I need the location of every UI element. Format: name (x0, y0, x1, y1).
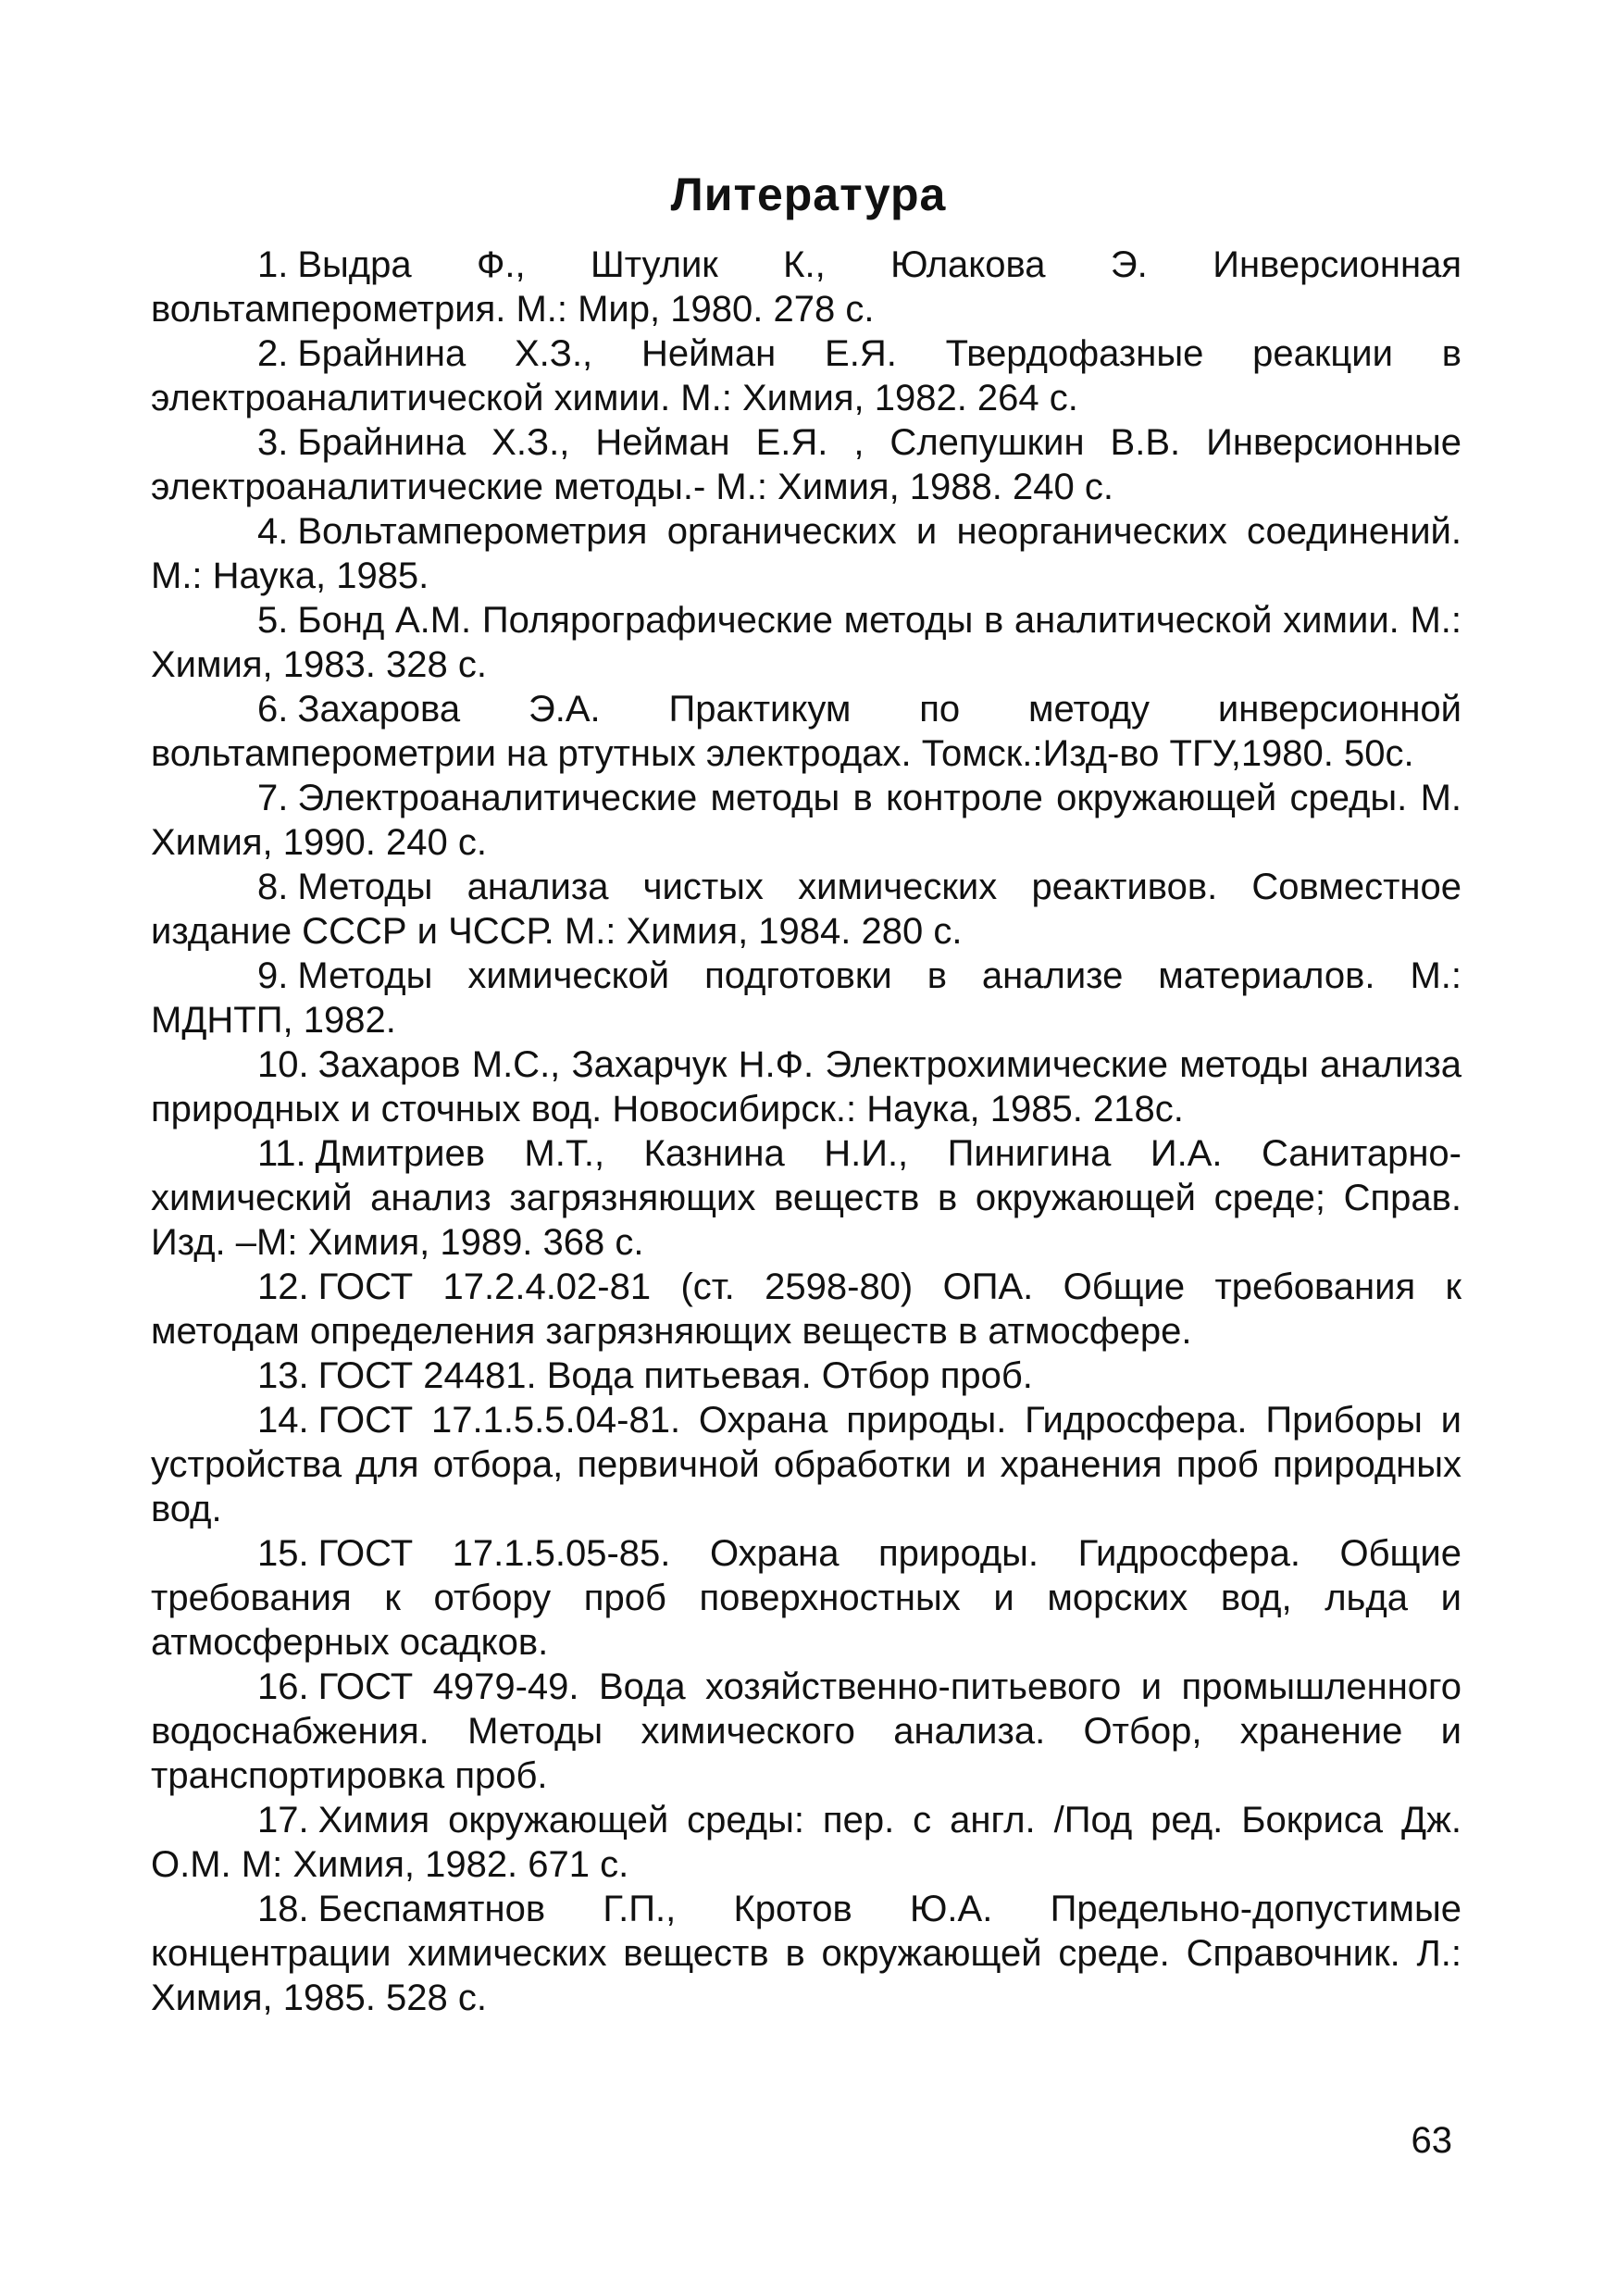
reference-text: ГОСТ 17.1.5.5.04-81. Охрана природы. Гидросфера. Приборы и устройства для отбора, первичной обработки и хранения проб природных вод. (151, 1400, 1462, 1529)
list-item (151, 1798, 1462, 1887)
reference-number: 17. (257, 1800, 309, 1841)
list-item (151, 420, 1462, 509)
list-item (151, 1354, 1462, 1398)
reference-text: Химия окружающей среды: пер. с англ. /Под ред. Бокриса Дж. О.М. М: Химия, 1982. 671 с. (151, 1800, 1462, 1885)
list-item (151, 598, 1462, 687)
reference-text: ГОСТ 4979-49. Вода хозяйственно-питьевого и промышленного водоснабжения. Методы химического анализа. Отбор, хранение и транспортировка проб. (151, 1666, 1462, 1796)
reference-text: Дмитриев М.Т., Казнина Н.И., Пинигина И.А. Санитарно-химический анализ загрязняющих веществ в окружающей среде; Справ. Изд. –М: Химия, 1989. 368 с. (151, 1133, 1462, 1263)
reference-text: Методы химической подготовки в анализе материалов. М.: МДНТП, 1982. (151, 955, 1462, 1041)
list-item (151, 954, 1462, 1042)
list-item (151, 1398, 1462, 1531)
reference-text: ГОСТ 17.1.5.05-85. Охрана природы. Гидросфера. Общие требования к отбору проб поверхностных и морских вод, льда и атмосферных осадков. (151, 1533, 1462, 1663)
list-item (151, 1265, 1462, 1354)
reference-number: 3. (257, 422, 289, 463)
reference-number: 12. (257, 1267, 309, 1307)
reference-text: Вольтамперометрия органических и неорганических соединений. М.: Наука, 1985. (151, 511, 1462, 596)
reference-text: Брайнина Х.З., Нейман Е.Я. Твердофазные реакции в электроаналитической химии. М.: Химия, 1982. 264 с. (151, 333, 1462, 418)
page-title: Литература (670, 168, 947, 220)
reference-number: 9. (257, 955, 289, 996)
reference-text: Методы анализа чистых химических реактивов. Совместное издание СССР и ЧССР. М.: Химия, 1984. 280 с. (151, 867, 1462, 952)
reference-list (151, 243, 1462, 2020)
list-item (151, 865, 1462, 954)
reference-number: 15. (257, 1533, 309, 1574)
list-item (151, 1131, 1462, 1265)
reference-text: ГОСТ 24481. Вода питьевая. Отбор проб. (317, 1355, 1033, 1396)
reference-text: Захарова Э.А. Практикум по методу инверсионной вольтамперометрии на ртутных электродах. Томск.:Изд-во ТГУ,1980. 50с. (151, 689, 1462, 774)
list-item (151, 1531, 1462, 1665)
list-item (151, 776, 1462, 865)
reference-number: 6. (257, 689, 289, 730)
reference-number: 1. (257, 244, 289, 285)
reference-text: Выдра Ф., Штулик К., Юлакова Э. Инверсионная вольтамперометрия. М.: Мир, 1980. 278 с. (151, 244, 1462, 330)
list-item (151, 687, 1462, 776)
reference-text: Электроаналитические методы в контроле окружающей среды. М. Химия, 1990. 240 с. (151, 778, 1462, 863)
reference-number: 7. (257, 778, 289, 818)
reference-text: Беспамятнов Г.П., Кротов Ю.А. Предельно-допустимые концентрации химических веществ в окружающей среде. Справочник. Л.: Химия, 1985. 528 с. (151, 1889, 1462, 2018)
reference-number: 16. (257, 1666, 309, 1707)
list-item (151, 1887, 1462, 2020)
reference-number: 10. (257, 1044, 309, 1085)
page-number: 63 (1411, 2120, 1452, 2161)
reference-number: 14. (257, 1400, 309, 1441)
reference-number: 18. (257, 1889, 309, 1929)
reference-number: 4. (257, 511, 289, 552)
reference-number: 5. (257, 600, 289, 641)
reference-text: ГОСТ 17.2.4.02-81 (ст. 2598-80) ОПА. Общие требования к методам определения загрязняющих веществ в атмосфере. (151, 1267, 1462, 1352)
list-item (151, 509, 1462, 598)
reference-text: Брайнина Х.З., Нейман Е.Я. , Слепушкин В.В. Инверсионные электроаналитические методы.- М.: Химия, 1988. 240 с. (151, 422, 1462, 507)
list-item (151, 1042, 1462, 1131)
reference-text: Захаров М.С., Захарчук Н.Ф. Электрохимические методы анализа природных и сточных вод. Новосибирск.: Наука, 1985. 218с. (151, 1044, 1462, 1129)
reference-number: 8. (257, 867, 289, 907)
reference-number: 11. (257, 1133, 306, 1174)
list-item (151, 243, 1462, 331)
reference-number: 2. (257, 333, 289, 374)
reference-number: 13. (257, 1355, 309, 1396)
reference-text: Бонд А.М. Полярографические методы в аналитической химии. М.: Химия, 1983. 328 с. (151, 600, 1462, 685)
list-item (151, 1665, 1462, 1798)
list-item (151, 331, 1462, 420)
